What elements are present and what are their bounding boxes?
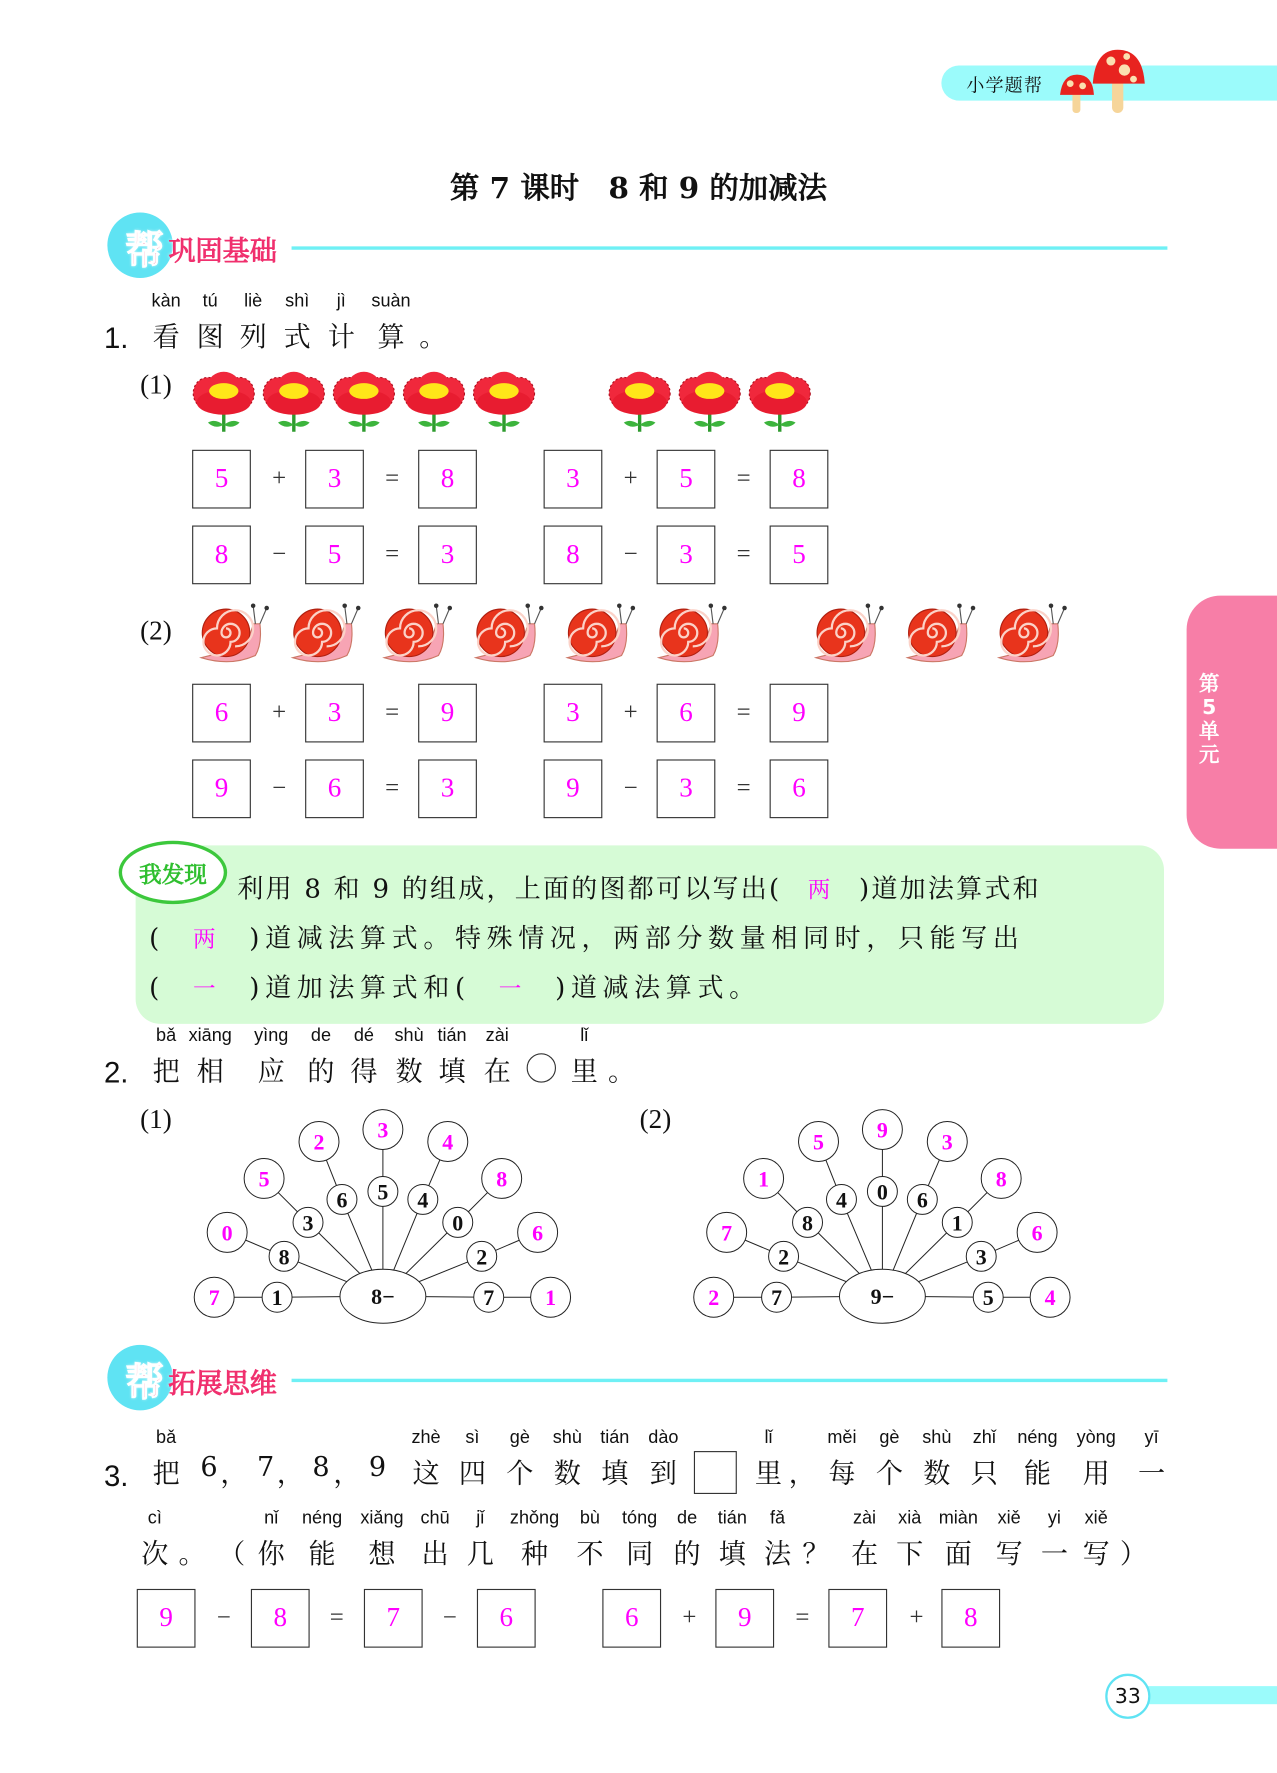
snail-icon: [288, 599, 367, 669]
pinyin-char: [176, 1026, 244, 1088]
pinyin-label: liè: [244, 291, 263, 311]
question-3-number: 3.: [103, 1458, 129, 1493]
pinyin-label: tián: [437, 1026, 467, 1046]
section-label: 拓展思维: [168, 1367, 277, 1400]
hanzi-char: 。: [607, 1055, 636, 1088]
hanzi-char: 的: [307, 1055, 335, 1088]
answer-box[interactable]: 5: [192, 450, 251, 509]
pinyin-char: [288, 1509, 356, 1571]
hanzi-char: 一: [1138, 1457, 1166, 1490]
question-2-number: 2.: [103, 1055, 129, 1090]
pinyin-label: shù: [922, 1428, 952, 1448]
pinyin-label: zài: [852, 1508, 877, 1528]
lesson-title: 第 7 课时 8 和 9 的加减法: [450, 171, 827, 206]
hanzi-char: 图: [196, 320, 224, 353]
footer-band: [1136, 1686, 1277, 1704]
flower-icon: [402, 371, 465, 434]
inner-number: 4: [835, 1187, 847, 1213]
pinyin-label: xià: [898, 1508, 922, 1528]
hanzi-char: 填: [718, 1538, 746, 1570]
hanzi-char: 写: [1082, 1538, 1110, 1570]
section-badge: 帮: [125, 228, 164, 274]
pinyin-label: de: [677, 1508, 698, 1528]
answer-number: 5: [258, 1166, 270, 1192]
pinyin-label: měi: [827, 1428, 857, 1448]
answer-number: 5: [813, 1129, 825, 1155]
pinyin-label: yìng: [254, 1026, 289, 1046]
equals-sign: =: [385, 463, 400, 492]
discovery-line: [149, 967, 1150, 1004]
pinyin-label: xiǎng: [360, 1508, 404, 1528]
answer-box[interactable]: 9: [715, 1589, 774, 1648]
answer-text[interactable]: 一: [498, 975, 528, 1003]
section-divider: [292, 246, 1168, 249]
part-2-label: (2): [140, 617, 172, 647]
hanzi-char: 种: [520, 1538, 549, 1570]
answer-box[interactable]: 6: [770, 759, 829, 818]
pinyin-label: de: [310, 1026, 331, 1046]
snail-icon: [563, 599, 642, 669]
answer-box[interactable]: 5: [770, 525, 829, 584]
answer-box[interactable]: 8: [418, 450, 477, 509]
hanzi-char: 四: [458, 1457, 486, 1490]
hanzi-char: 填: [438, 1055, 466, 1088]
pinyin-label: dào: [648, 1428, 679, 1448]
hanzi-char: 能: [308, 1538, 336, 1570]
minus-sign: −: [442, 1602, 457, 1631]
answer-number: 6: [532, 1220, 544, 1246]
blank-box: [694, 1451, 737, 1494]
hanzi-char: 只: [970, 1457, 998, 1490]
pinyin-label: néng: [1017, 1428, 1058, 1448]
answer-box[interactable]: 9: [770, 684, 829, 743]
snail-icon: [380, 599, 459, 669]
answer-box[interactable]: 3: [544, 684, 603, 743]
hanzi-char: 得: [350, 1055, 378, 1088]
answer-number: 3: [377, 1117, 389, 1143]
pinyin-label: jǐ: [476, 1508, 485, 1528]
discovery-text: )道加法算式和(: [235, 974, 485, 1004]
hanzi-char: 每: [828, 1457, 856, 1490]
answer-number: 0: [221, 1220, 233, 1246]
pinyin-label: tián: [717, 1508, 747, 1528]
hanzi-char: 式: [283, 320, 311, 353]
discovery-text: )道减法算式。: [541, 974, 761, 1004]
minus-sign: −: [623, 539, 638, 568]
pinyin-label: lǐ: [580, 1026, 589, 1046]
hanzi-char: 出: [421, 1538, 449, 1570]
hanzi-char: 应: [257, 1055, 285, 1088]
hanzi-char: 填: [601, 1457, 629, 1490]
hanzi-char: 个: [875, 1457, 903, 1490]
equals-sign: =: [736, 697, 751, 726]
hanzi-char: 想: [368, 1538, 396, 1570]
hanzi-char: 6: [200, 1451, 218, 1483]
discovery-text: (: [149, 974, 179, 1004]
section-label: 巩固基础: [168, 235, 277, 267]
hanzi-char: 在: [850, 1538, 879, 1570]
answer-number: 8: [496, 1166, 508, 1192]
discovery-badge: 我发现: [119, 841, 227, 904]
hanzi-char: 能: [1023, 1457, 1051, 1490]
snail-icon: [903, 599, 982, 669]
pinyin-label: zhè: [411, 1428, 441, 1448]
hanzi-char: ，: [276, 1457, 304, 1490]
pinyin-label: zhǐ: [972, 1428, 996, 1448]
peacock-diagram: [679, 1100, 1099, 1340]
discovery-text: )道减法算式。特殊情况，两部分数量相同时，只能写出: [235, 924, 1025, 954]
snail-icon: [197, 599, 276, 669]
answer-box[interactable]: 6: [192, 684, 251, 743]
discovery-text: )道加法算式和: [848, 874, 1041, 905]
hanzi-char: ，: [788, 1457, 816, 1490]
inner-number: 6: [336, 1187, 348, 1213]
equals-sign: =: [736, 539, 751, 568]
hanzi-char: 里: [570, 1055, 598, 1088]
plus-sign: +: [623, 463, 638, 492]
discovery-line: [237, 868, 1150, 905]
answer-box[interactable]: 3: [657, 525, 716, 584]
snail-icon: [994, 599, 1073, 669]
section-divider: [292, 1379, 1168, 1382]
answer-box[interactable]: 5: [657, 450, 716, 509]
answer-number: 2: [313, 1129, 325, 1155]
hanzi-char: 写: [995, 1538, 1023, 1570]
inner-number: 5: [982, 1285, 994, 1311]
hanzi-char: ，: [333, 1457, 361, 1490]
hanzi-char: 相: [196, 1055, 224, 1088]
answer-number: 8: [995, 1166, 1007, 1192]
hanzi-char: 8: [312, 1451, 330, 1483]
hanzi-char: 7: [256, 1451, 275, 1483]
flower-icon: [332, 371, 395, 434]
pinyin-char: [1004, 1428, 1072, 1490]
pinyin-label: sì: [465, 1428, 480, 1448]
hanzi-char: 用: [1082, 1457, 1110, 1490]
answer-box[interactable]: 3: [418, 759, 477, 818]
inner-number: 8: [802, 1210, 814, 1236]
equals-sign: =: [385, 772, 400, 802]
pinyin-label: néng: [301, 1508, 343, 1528]
pinyin-label: suàn: [371, 291, 411, 311]
minus-sign: −: [216, 1602, 231, 1631]
peacock-diagram: [180, 1100, 600, 1340]
inner-number: 2: [778, 1244, 790, 1270]
pinyin-label: shì: [285, 291, 310, 311]
plus-sign: +: [682, 1602, 697, 1631]
pinyin-char: [399, 292, 467, 354]
flower-icon: [262, 371, 325, 434]
diagram-1-label: (1): [140, 1105, 172, 1135]
pinyin-label: lǐ: [764, 1428, 773, 1448]
flower-icon: [608, 371, 671, 434]
answer-box[interactable]: 3: [305, 450, 364, 509]
answer-number: 6: [1031, 1220, 1043, 1246]
hanzi-char: 看: [152, 320, 180, 353]
pinyin-label: [588, 1026, 656, 1049]
unit-side-tab-label: 第5单元: [1199, 672, 1220, 768]
pinyin-label: shù: [394, 1026, 424, 1046]
answer-box[interactable]: 3: [657, 759, 716, 818]
section-header-basic: [107, 212, 1181, 280]
section-header-extend: [107, 1345, 1181, 1413]
plus-sign: +: [272, 697, 287, 726]
pinyin-label: zài: [485, 1026, 509, 1046]
answer-box[interactable]: 3: [544, 450, 603, 509]
answer-number: 1: [758, 1166, 770, 1192]
pinyin-char: [1100, 1509, 1168, 1571]
pinyin-label: yi: [1047, 1508, 1061, 1528]
answer-box[interactable]: 9: [137, 1589, 196, 1648]
answer-box[interactable]: 9: [192, 759, 251, 818]
pinyin-label: miàn: [938, 1508, 978, 1528]
hanzi-char: 次: [141, 1538, 169, 1570]
inner-number: 6: [916, 1187, 928, 1213]
pinyin-char: [1118, 1428, 1186, 1490]
inner-number: 0: [876, 1179, 888, 1205]
hanzi-char: 。: [419, 320, 447, 353]
center-label: 8−: [371, 1284, 395, 1310]
pinyin-label: gè: [509, 1428, 530, 1448]
answer-box[interactable]: 6: [602, 1589, 661, 1648]
part-1-label: (1): [140, 370, 172, 401]
answer-box[interactable]: 3: [418, 525, 477, 584]
answer-number: 4: [442, 1129, 454, 1155]
hanzi-char: 数: [395, 1055, 423, 1088]
inner-number: 1: [271, 1285, 283, 1311]
discovery-text: 利用 8 和 9 的组成，上面的图都可以写出(: [237, 874, 792, 905]
hanzi-char: 计: [327, 320, 355, 353]
answer-number: 4: [1044, 1285, 1056, 1311]
answer-number: 7: [208, 1285, 220, 1311]
flower-icon: [748, 371, 811, 434]
pinyin-label: dé: [353, 1026, 374, 1046]
equals-sign: =: [329, 1602, 344, 1631]
hanzi-char: ？: [802, 1538, 830, 1570]
answer-number: 3: [941, 1129, 953, 1155]
plus-sign: +: [623, 697, 638, 726]
pinyin-label: tóng: [622, 1508, 658, 1528]
answer-text[interactable]: 两: [807, 875, 833, 903]
pinyin-label: gè: [879, 1428, 900, 1448]
page-number: 33: [1105, 1674, 1150, 1719]
answer-box[interactable]: 8: [192, 525, 251, 584]
inner-number: 0: [452, 1210, 464, 1236]
hanzi-char: 同: [626, 1538, 654, 1570]
flower-icon: [472, 371, 535, 434]
hanzi-char: 几: [466, 1538, 494, 1570]
hanzi-char: （: [218, 1538, 246, 1570]
diagram-2-label: (2): [639, 1105, 672, 1135]
answer-box[interactable]: 8: [770, 450, 829, 509]
answer-box[interactable]: 6: [657, 684, 716, 743]
answer-number: 9: [876, 1117, 888, 1143]
plus-sign: +: [909, 1602, 924, 1631]
inner-number: 1: [951, 1210, 963, 1236]
discovery-text: (: [149, 924, 179, 954]
inner-number: 7: [771, 1285, 783, 1311]
equals-sign: =: [385, 697, 400, 726]
equals-sign: =: [795, 1602, 810, 1631]
inner-number: 7: [483, 1285, 495, 1311]
answer-box[interactable]: 8: [251, 1589, 310, 1648]
pinyin-label: fǎ: [769, 1508, 786, 1528]
answer-number: 1: [545, 1285, 557, 1311]
equals-sign: =: [385, 539, 400, 568]
answer-number: 2: [708, 1285, 720, 1311]
inner-number: 5: [377, 1179, 389, 1205]
pinyin-label: xiāng: [188, 1026, 232, 1046]
hanzi-char: 在: [483, 1055, 511, 1088]
answer-box[interactable]: 9: [418, 684, 477, 743]
hanzi-char: 把: [152, 1457, 180, 1490]
pinyin-label: tú: [202, 291, 218, 311]
pinyin-label: xiě: [997, 1508, 1021, 1528]
snail-icon: [811, 599, 890, 669]
pinyin-label: yòng: [1076, 1428, 1116, 1448]
pinyin-label: yī: [1144, 1428, 1159, 1448]
pinyin-label: shù: [552, 1428, 582, 1448]
question-1-number: 1.: [103, 320, 129, 355]
answer-text[interactable]: 一: [193, 975, 222, 1003]
flower-icon: [192, 371, 255, 434]
answer-box[interactable]: 9: [544, 759, 603, 818]
hanzi-char: 法: [763, 1538, 792, 1570]
hanzi-char: 下: [896, 1538, 924, 1570]
answer-box[interactable]: 3: [305, 684, 364, 743]
mushroom-icon: [1057, 45, 1147, 115]
hanzi-char: 这: [412, 1457, 440, 1490]
inner-number: 2: [476, 1244, 488, 1270]
pinyin-label: jì: [336, 291, 346, 311]
inner-number: 3: [975, 1244, 987, 1270]
hanzi-char: 把: [152, 1055, 180, 1088]
pinyin-label: tián: [600, 1428, 630, 1448]
hanzi-char: 数: [923, 1457, 951, 1490]
pinyin-label: cì: [147, 1508, 162, 1528]
hanzi-char: 列: [239, 320, 267, 353]
plus-sign: +: [272, 463, 287, 492]
inner-number: 3: [302, 1210, 314, 1236]
answer-box[interactable]: 7: [828, 1589, 887, 1648]
answer-box[interactable]: 8: [544, 525, 603, 584]
discovery-line: [149, 918, 1150, 955]
hanzi-char: 算: [377, 320, 405, 353]
pinyin-label: chū: [420, 1508, 450, 1528]
pinyin-label: [1100, 1509, 1168, 1532]
hanzi-char: 数: [553, 1457, 581, 1490]
hanzi-char: 9: [368, 1451, 387, 1483]
inner-number: 4: [417, 1187, 429, 1213]
pinyin-label: kàn: [151, 291, 181, 311]
answer-text[interactable]: 两: [193, 925, 222, 953]
hanzi-char: 的: [673, 1538, 701, 1570]
hanzi-char: ，: [220, 1457, 248, 1490]
answer-box[interactable]: 7: [364, 1589, 423, 1648]
equals-sign: =: [736, 463, 751, 492]
center-label: 9−: [870, 1284, 895, 1310]
hanzi-char: 面: [944, 1538, 972, 1570]
equals-sign: =: [736, 772, 751, 802]
minus-sign: −: [272, 539, 287, 568]
answer-box[interactable]: 5: [305, 525, 364, 584]
pinyin-label: bǎ: [156, 1428, 177, 1448]
pinyin-label: xiě: [1084, 1508, 1108, 1528]
section-badge: 帮: [125, 1360, 164, 1406]
minus-sign: −: [272, 772, 287, 802]
hanzi-char: 里: [754, 1457, 783, 1490]
answer-number: 7: [721, 1220, 733, 1246]
snail-icon: [471, 599, 550, 669]
hanzi-char: 你: [257, 1538, 285, 1570]
pinyin-label: nǐ: [264, 1508, 279, 1528]
flower-icon: [678, 371, 741, 434]
pinyin-label: bù: [579, 1508, 600, 1528]
pinyin-label: zhǒng: [509, 1508, 560, 1528]
snail-icon: [654, 599, 733, 669]
inner-number: 8: [278, 1244, 290, 1270]
hanzi-char: 个: [506, 1457, 534, 1490]
answer-box[interactable]: 8: [941, 1589, 1000, 1648]
pinyin-label: [399, 292, 467, 315]
hanzi-char: 到: [649, 1457, 677, 1490]
hanzi-char: 不: [576, 1538, 604, 1570]
minus-sign: −: [623, 772, 638, 802]
hanzi-char: 一: [1040, 1538, 1068, 1570]
pinyin-char: [588, 1026, 656, 1088]
hanzi-char: ）: [1119, 1538, 1148, 1570]
pinyin-label: bǎ: [156, 1026, 177, 1046]
brand-label: 小学题帮: [966, 74, 1044, 97]
answer-box[interactable]: 6: [477, 1589, 536, 1648]
answer-box[interactable]: 6: [305, 759, 364, 818]
hanzi-char: 。: [178, 1538, 206, 1570]
